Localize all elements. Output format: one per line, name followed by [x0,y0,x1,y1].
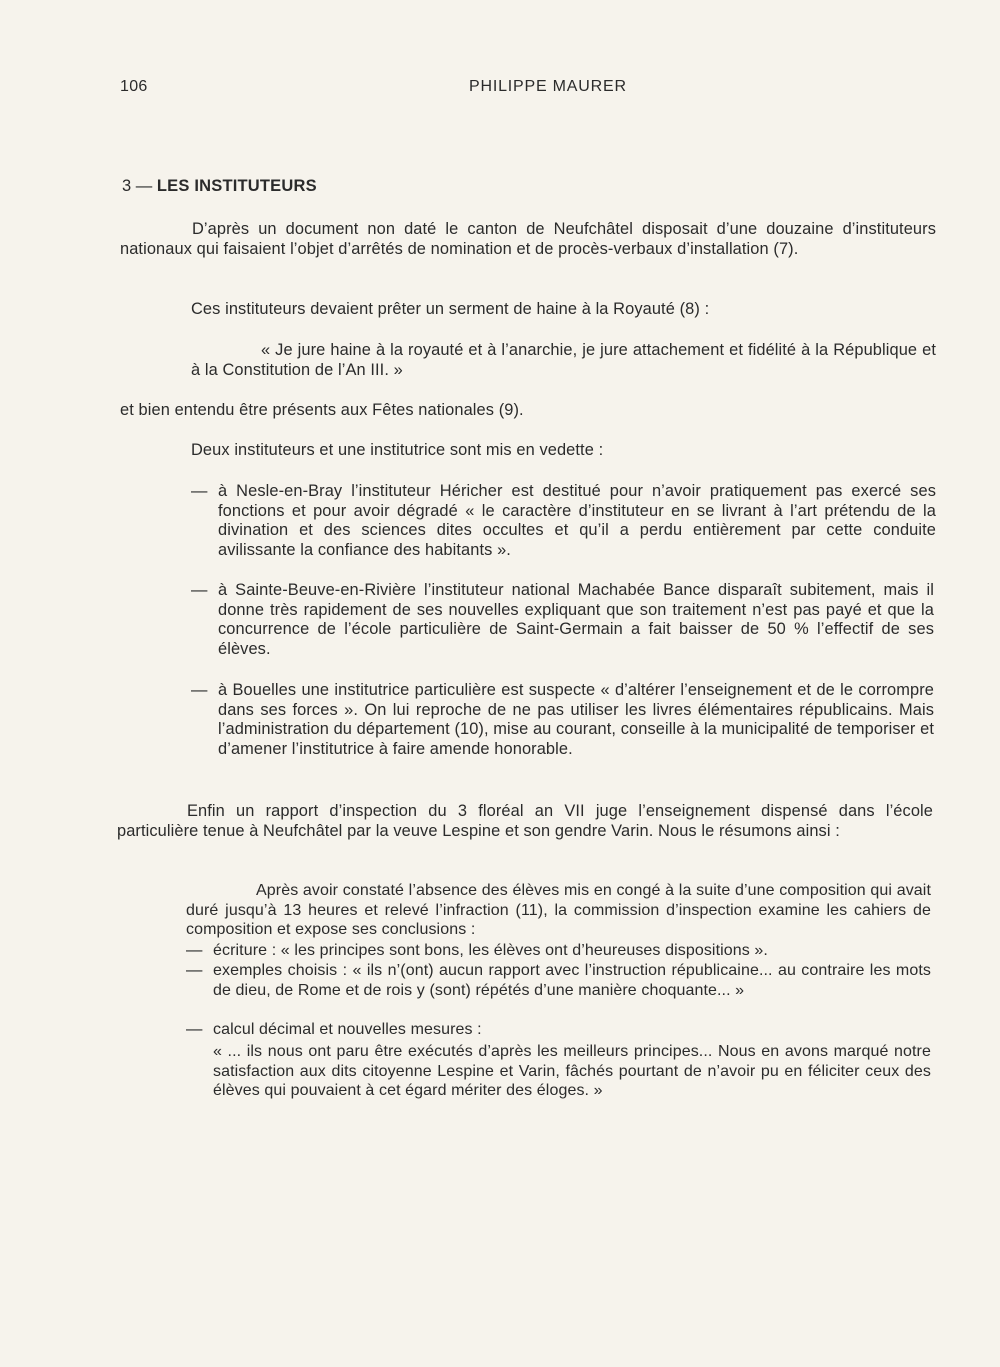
report-item-decimal: calcul décimal et nouvelles mesures : [213,1021,482,1038]
paragraph-highlighted-teachers: Deux instituteurs et une institutrice sont mis en vedette : [191,441,604,459]
paragraph-oath-intro: Ces instituteurs devaient prêter un serment de haine à la Royauté (8) : [191,300,710,318]
report-item-writing: écriture : « les principes sont bons, les élèves ont d’heureuses dispositions ». [213,942,768,959]
list-dash: — [186,941,203,959]
list-dash: — [186,961,203,979]
section-heading [122,177,317,196]
list-dash: — [191,681,208,699]
running-header-author: PHILIPPE MAURER [469,78,627,95]
case-sainte-beuve: à Sainte-Beuve-en-Rivière l’instituteur national Machabée Bance disparaît subitement, mais il donne très rapidement de ses nouvelles expliquant que son traitement n’est pas payé et que la concurrence de l’école particulière de Saint-Germain a fait baisser de 50 % l’effectif de ses élèves. [218,581,934,658]
oath-quote: « Je jure haine à la royauté et à l’anarchie, je jure attachement et fidélité à la République et à la Constitution de l’An III. » [191,341,936,379]
section-number: 3 — [122,177,153,195]
case-nesle-en-bray: à Nesle-en-Bray l’instituteur Héricher est destitué pour n’avoir pratiquement pas exercé ses fonctions et pour avoir dégradé « le caractère d’instituteur en se livrant à l’art prétendu de la divination et des sciences dites occultes et qu’il a perdu entièrement par cette conduite avilissante la confiance des habitants ». [218,482,936,559]
list-dash: — [186,1020,203,1038]
report-quote: « ... ils nous ont paru être exécutés d’après les meilleurs principes... Nous en avons marqué notre satisfaction aux dits citoyenne Lespine et Varin, fâchés pourtant de n’avoir pu en féliciter ceux des élèves qui pouvaient à cet égard mériter des éloges. » [213,1043,931,1100]
list-dash: — [191,581,208,599]
report-intro: Après avoir constaté l’absence des élèves mis en congé à la suite d’une composition qui avait duré jusqu’à 13 heures et relevé l’infraction (11), la commission d’inspection examine les cahiers de composition et expose ses conclusions : [186,882,931,939]
paragraph-national-festivals: et bien entendu être présents aux Fêtes nationales (9). [120,401,524,419]
paragraph-inspection-report: Enfin un rapport d’inspection du 3 floréal an VII juge l’enseignement dispensé dans l’école particulière tenue à Neufchâtel par la veuve Lespine et son gendre Varin. Nous le résumons ainsi : [117,802,933,840]
list-dash: — [191,482,208,500]
case-bouelles: à Bouelles une institutrice particulière est suspecte « d’altérer l’enseignement et de le corrompre dans ses forces ». On lui reproche de ne pas utiliser les livres élémentaires républicains. Mais l’administration du département (10), mise au courant, conseille à la municipalité de temporiser et d’amener l’institutrice à faire amende honorable. [218,681,934,758]
section-title: LES INSTITUTEURS [156,177,317,195]
paragraph-documents: D’après un document non daté le canton de Neufchâtel disposait d’une douzaine d’instituteurs nationaux qui faisaient l’objet d’arrêtés de nomination et de procès-verbaux d’installation (7). [120,220,936,258]
page-number: 106 [120,78,148,95]
report-item-examples: exemples choisis : « ils n’(ont) aucun rapport avec l’instruction républicaine... au contraire les mots de dieu, de Rome et de rois y (sont) répétés d’une manière choquante... » [213,962,931,999]
